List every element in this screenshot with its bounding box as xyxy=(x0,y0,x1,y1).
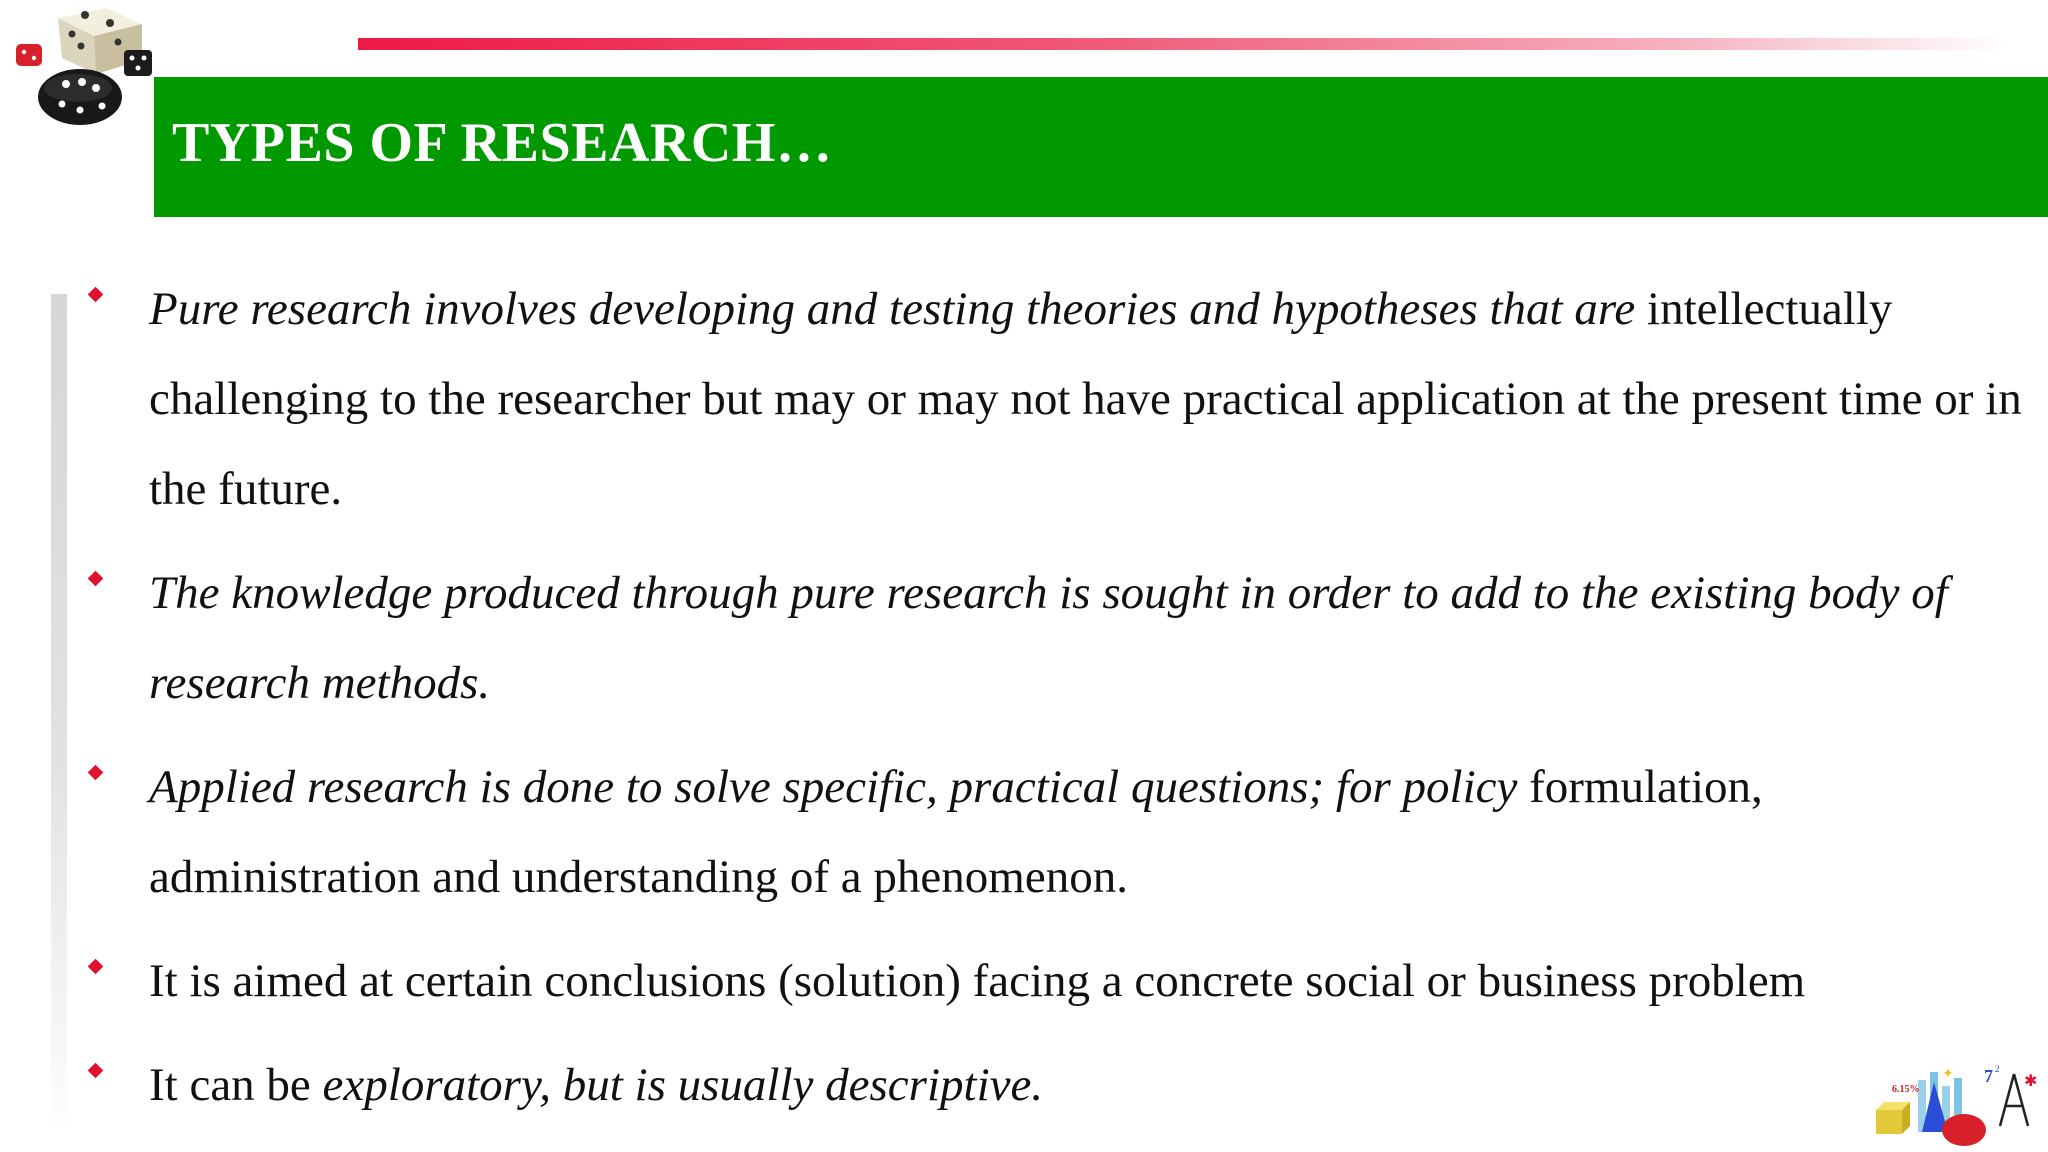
star-icon: ✦ xyxy=(1942,1067,1954,1082)
bullet-text-normal: intellectually challenging to the researcher but may or may not have practical application at the present time or in the future. xyxy=(149,283,2022,515)
diamond-bullet-icon xyxy=(88,287,104,303)
bullet-text-normal: It is aimed at certain conclusions (solution) facing a concrete social or business problem xyxy=(149,955,1806,1007)
bullet-text-italic: The knowledge produced through pure research is sought in order to add to the existing body of research methods. xyxy=(149,567,1948,709)
bullet-text-normal: It can be xyxy=(149,1059,323,1111)
bullet-text xyxy=(149,742,2026,922)
bullet-item-conclusions xyxy=(86,936,2026,1026)
title-bar xyxy=(154,77,2048,217)
bullet-item-knowledge xyxy=(86,548,2026,728)
diamond-bullet-icon xyxy=(88,1063,104,1079)
math-shapes-clipart xyxy=(1872,1060,2044,1152)
bullet-text-normal: formulation, administration and understanding of a phenomenon. xyxy=(149,761,1763,903)
bullet-item-applied-research xyxy=(86,742,2026,922)
diamond-bullet-icon xyxy=(88,765,104,781)
small-black-die-icon xyxy=(124,50,152,76)
dice-clipart xyxy=(8,2,158,127)
bullet-list xyxy=(86,264,2026,1144)
side-decoration-bar xyxy=(51,294,67,1134)
bullet-item-exploratory xyxy=(86,1040,2026,1130)
bullet-text-italic: exploratory, but is usually descriptive. xyxy=(322,1059,1044,1111)
cube-icon xyxy=(1876,1102,1910,1134)
diamond-bullet-icon xyxy=(88,571,104,587)
bullet-text xyxy=(149,264,2026,534)
red-die-icon xyxy=(16,44,42,66)
corner-number: 7 xyxy=(1984,1066,1993,1086)
percent-label: 6.15% xyxy=(1892,1084,1920,1095)
diamond-bullet-icon xyxy=(88,959,104,975)
bullet-text-italic: Pure research involves developing and testing theories and hypotheses that are xyxy=(149,283,1636,335)
sphere-icon xyxy=(1942,1114,1986,1146)
bullet-text-italic: Applied research is done to solve specific, practical questions; for policy xyxy=(149,761,1518,813)
bullet-text xyxy=(149,936,2026,1026)
bullet-item-pure-research xyxy=(86,264,2026,534)
black-die-icon xyxy=(38,69,122,125)
top-accent-rule xyxy=(358,38,2010,50)
slide-title: TYPES OF RESEARCH… xyxy=(172,112,833,174)
asterisk-icon: ✱ xyxy=(2024,1071,2038,1090)
corner-exponent: 2 xyxy=(1995,1064,2000,1074)
bullet-text xyxy=(149,548,2026,728)
bullet-text xyxy=(149,1040,2026,1130)
